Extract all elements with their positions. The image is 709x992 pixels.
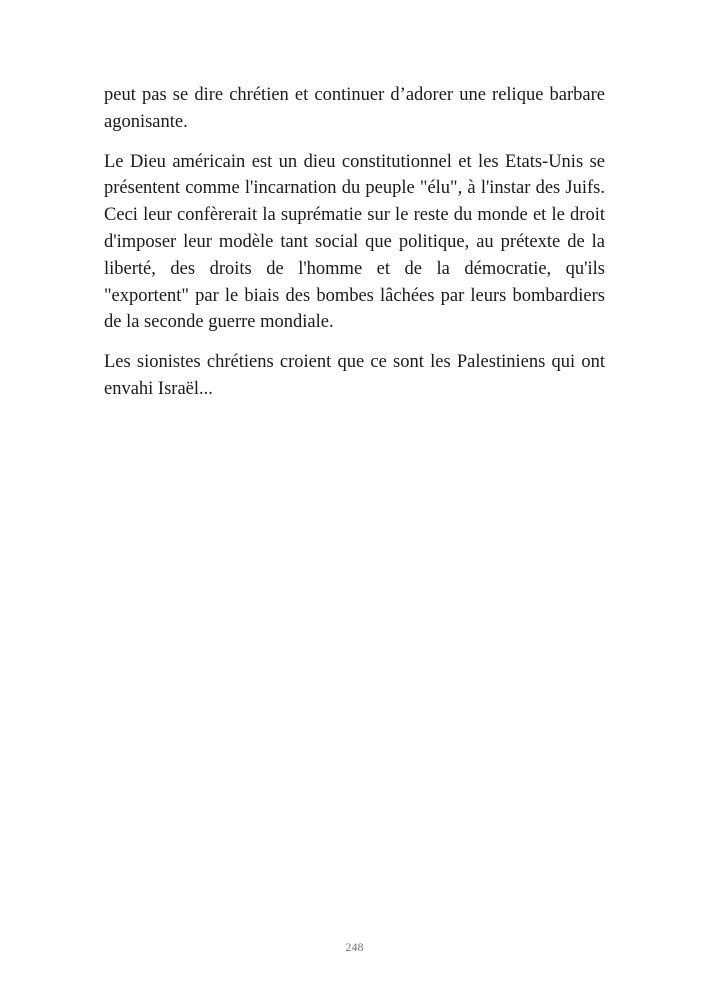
paragraph-1: peut pas se dire chrétien et continuer d’adorer une relique barbare agonisante. <box>104 85 605 132</box>
paragraph-3: Les sionistes chrétiens croient que ce sont les Palestiniens qui ont envahi Israël... <box>104 352 605 399</box>
page-number: 248 <box>345 940 364 954</box>
body-text <box>104 82 605 416</box>
paragraph-2: Le Dieu américain est un dieu constitutionnel et les Etats-Unis se présentent comme l'incarnation du peuple "élu", à l'instar des Juifs. Ceci leur confèrerait la suprématie sur le reste du monde et le droit d'imposer leur modèle tant social que politique, au prétexte de la liberté, des droits de l'homme et de la démocratie, qu'ils "exportent" par le biais des bombes lâchées par leurs bombardiers de la seconde guerre mondiale. <box>104 151 605 333</box>
